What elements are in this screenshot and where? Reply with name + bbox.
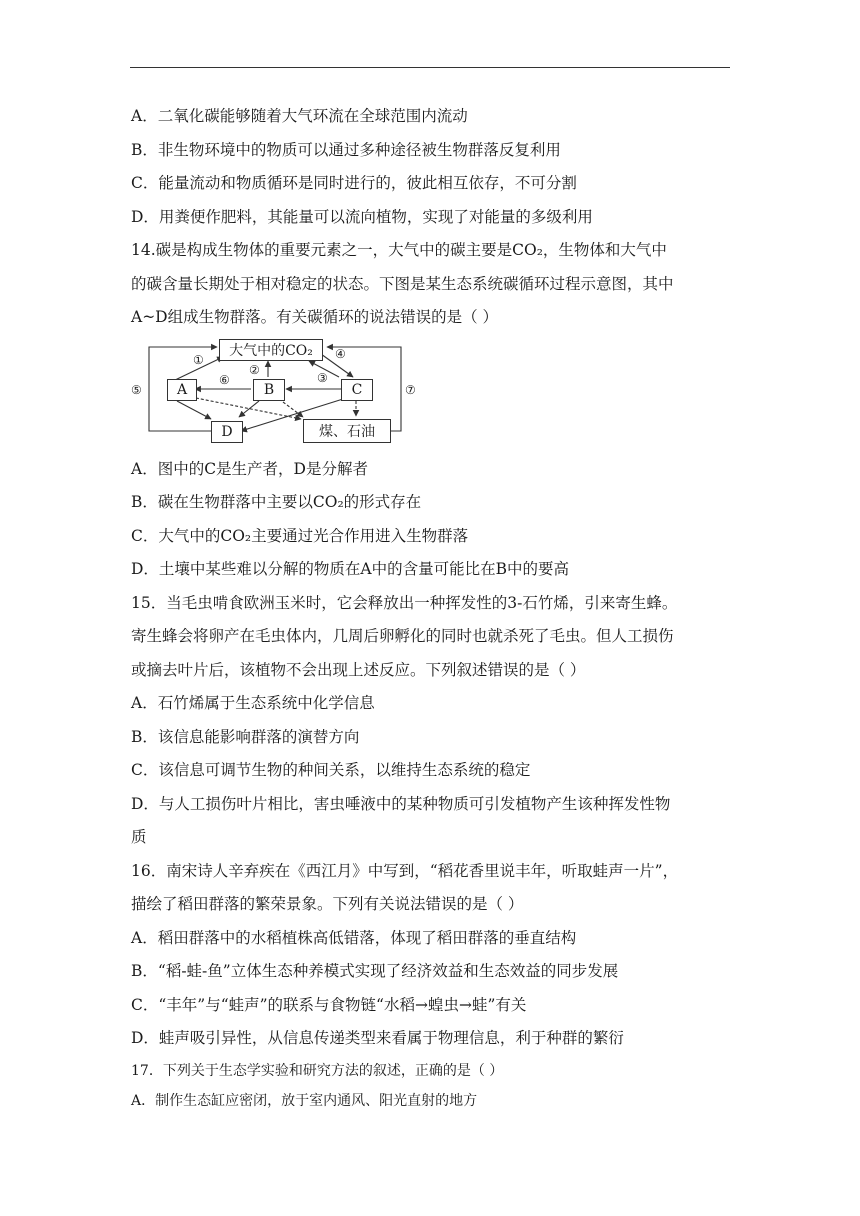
arrow-label-5: ⑤ [131,382,142,397]
question-16 [131,855,731,1056]
q16-option-d[interactable]: D．蛙声吸引异性，从信息传递类型来看属于物理信息，利于种群的繁衍 [131,1029,624,1047]
q15-stem-line: 15．当毛虫啃食欧洲玉米时，它会释放出一种挥发性的3-石竹烯，引来寄生蜂。 [131,593,678,612]
q15-option-c[interactable]: C．该信息可调节生物的种间关系，以维持生态系统的稳定 [131,761,531,779]
question-17 [131,1056,731,1116]
arrow-a-d [177,401,211,419]
q13-option-a[interactable]: A．二氧化碳能够随着大气环流在全球范围内流动 [131,107,468,125]
q14-option-a[interactable]: A．图中的C是生产者，D是分解者 [131,459,368,478]
arrow-label-7: ⑦ [405,382,416,397]
question-13-options [131,100,731,234]
question-14 [131,234,731,587]
arrow-label-6: ⑥ [219,372,230,387]
q13-option-c[interactable]: C．能量流动和物质循环是同时进行的，彼此相互依存，不可分割 [131,174,577,192]
q14-stem-line: 的碳含量长期处于相对稳定的状态。下图是某生态系统碳循环过程示意图，其中 [131,274,674,293]
node-d-box: D [211,421,243,443]
exam-page [131,100,731,1116]
arrow-label-4: ④ [335,346,346,361]
q17-option-a[interactable]: A．制作生态缸应密闭，放于室内通风、阳光直射的地方 [131,1092,478,1109]
q15-option-d[interactable]: D．与人工损伤叶片相比，害虫唾液中的某种物质可引发植物产生该种挥发性物 [131,794,671,813]
arrow-b-d [239,401,259,417]
q15-option-b[interactable]: B．该信息能影响群落的演替方向 [131,727,360,746]
q14-option-c[interactable]: C．大气中的CO₂主要通过光合作用进入生物群落 [131,526,469,545]
q16-option-b[interactable]: B．“稻-蛙-鱼”立体生态种养模式实现了经济效益和生态效益的同步发展 [131,962,619,980]
q14-option-d[interactable]: D．土壤中某些难以分解的物质在A中的含量可能比在B中的要高 [131,560,570,578]
atmosphere-co2-box: 大气中的CO₂ [219,339,323,361]
q14-stem-line: 14.碳是构成生物体的重要元素之一，大气中的碳主要是CO₂，生物体和大气中 [131,241,667,259]
q13-option-d[interactable]: D．用粪便作肥料，其能量可以流向植物，实现了对能量的多级利用 [131,207,593,226]
q14-option-b[interactable]: B．碳在生物群落中主要以CO₂的形式存在 [131,493,422,511]
q17-stem: 17．下列关于生态学实验和研究方法的叙述，正确的是（ ） [131,1062,504,1079]
q16-option-a[interactable]: A．稻田群落中的水稻植株高低错落，体现了稻田群落的垂直结构 [131,928,577,947]
q15-option-a[interactable]: A．石竹烯属于生态系统中化学信息 [131,694,375,712]
q16-stem-line: 描绘了稻田群落的繁荣景象。下列有关说法错误的是（ ） [131,895,524,913]
q16-stem-line: 16．南宋诗人辛弃疾在《西江月》中写到，“稻花香里说丰年，听取蛙声一片”， [131,861,679,880]
arrow-label-2: ② [249,362,260,377]
q15-stem-line: 或摘去叶片后，该植物不会出现上述反应。下列叙述错误的是（ ） [131,660,586,679]
fossil-fuel-box: 煤、石油 [303,419,391,443]
arrow-label-1: ① [193,352,204,367]
question-15 [131,587,731,855]
q15-option-d-continued: 质 [131,828,147,846]
q14-stem-line: A~D组成生物群落。有关碳循环的说法错误的是（ ） [131,308,499,326]
node-c-box: C [341,379,373,401]
node-a-box: A [167,379,197,401]
q16-option-c[interactable]: C．“丰年”与“蛙声”的联系与食物链“水稻→蝗虫→蛙”有关 [131,995,527,1014]
arrow-label-3: ③ [317,370,328,385]
node-b-box: B [253,379,285,401]
header-rule [130,67,730,68]
carbon-cycle-diagram [131,339,431,449]
arrow-b-fossil [279,399,303,417]
q15-stem-line: 寄生蜂会将卵产在毛虫体内，几周后卵孵化的同时也就杀死了毛虫。但人工损伤 [131,627,674,645]
q13-option-b[interactable]: B．非生物环境中的物质可以通过多种途径被生物群落反复利用 [131,140,561,159]
